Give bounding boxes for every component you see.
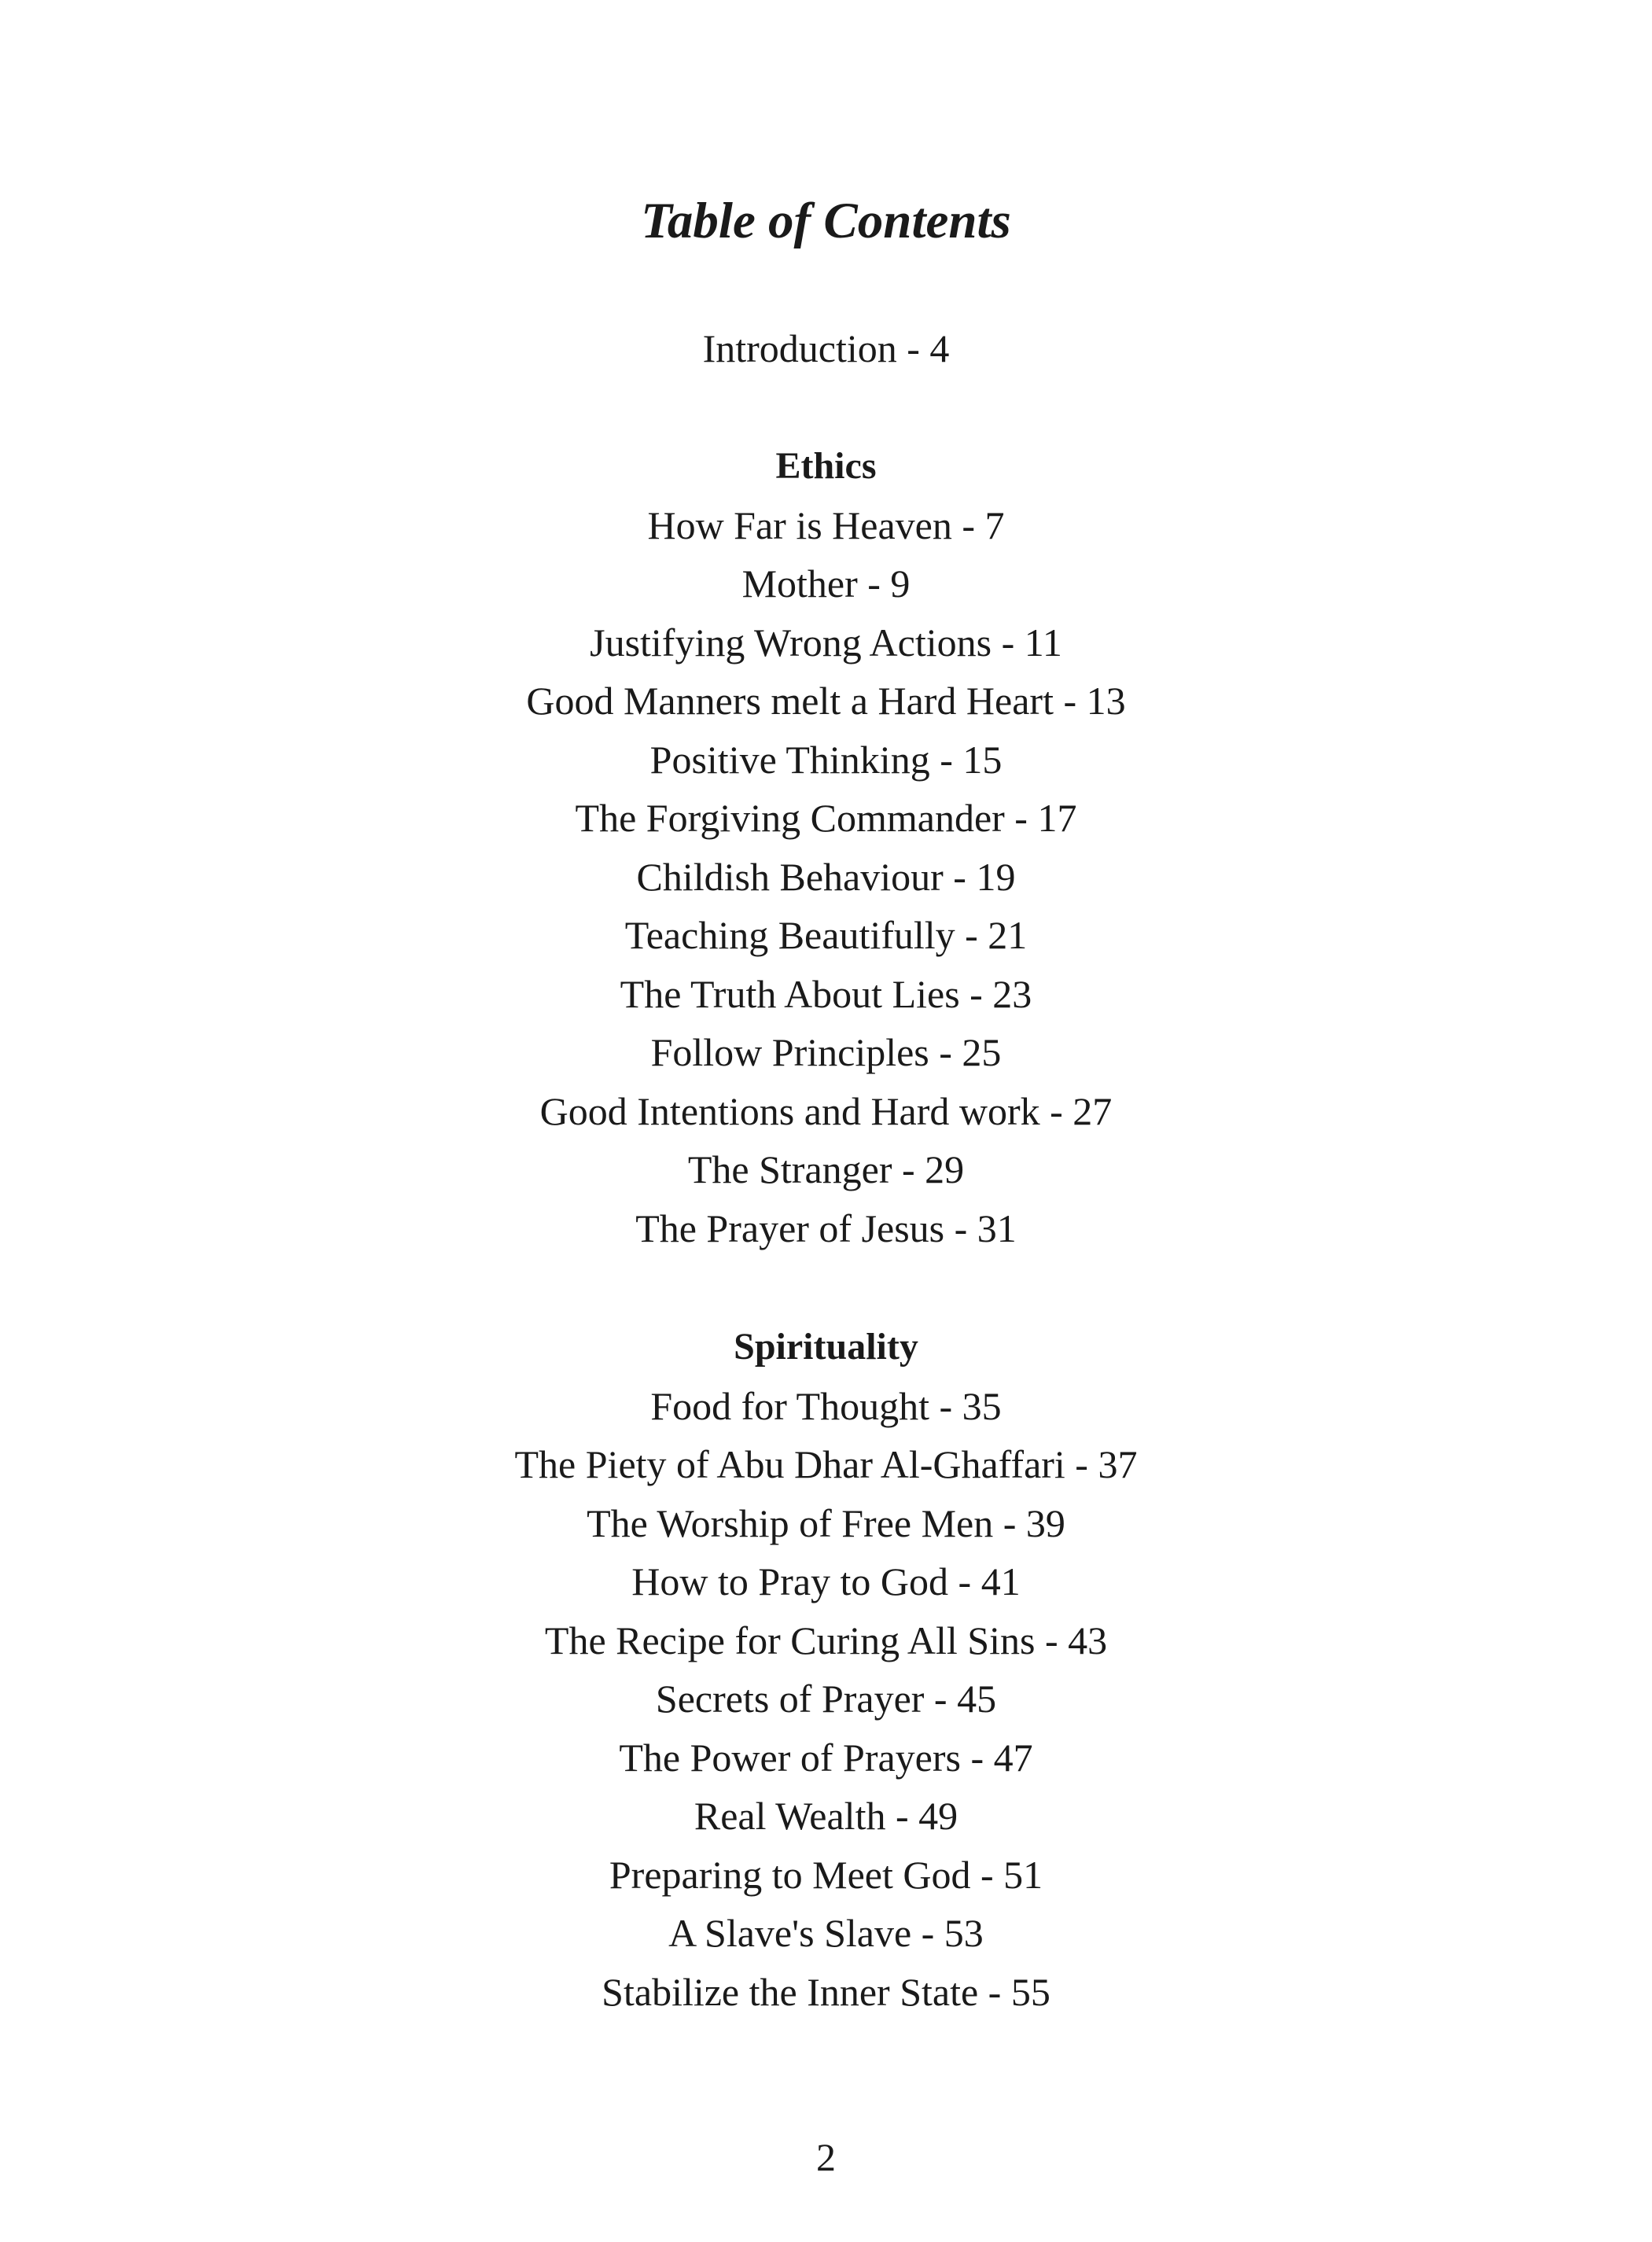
toc-entry: How to Pray to God - 41 bbox=[631, 1559, 1021, 1603]
toc-entry: Mother - 9 bbox=[741, 561, 911, 606]
toc-entry: Childish Behaviour - 19 bbox=[636, 854, 1016, 899]
toc-entry: Food for Thought - 35 bbox=[650, 1383, 1002, 1428]
toc-entry: The Prayer of Jesus - 31 bbox=[635, 1206, 1017, 1250]
toc-entry: The Truth About Lies - 23 bbox=[620, 971, 1032, 1016]
toc-entry: The Recipe for Curing All Sins - 43 bbox=[544, 1618, 1108, 1662]
toc-entry: A Slave's Slave - 53 bbox=[668, 1911, 984, 1955]
toc-section-spirituality bbox=[0, 1318, 1652, 2021]
toc-entry: The Stranger - 29 bbox=[687, 1147, 965, 1191]
page-title: Table of Contents bbox=[641, 193, 1011, 249]
toc-entry: The Worship of Free Men - 39 bbox=[587, 1500, 1065, 1545]
toc-entry: Preparing to Meet God - 51 bbox=[609, 1852, 1043, 1897]
page-number: 2 bbox=[816, 2135, 836, 2179]
toc-entry: Secrets of Prayer - 45 bbox=[655, 1677, 997, 1721]
toc-entry: Justifying Wrong Actions - 11 bbox=[590, 620, 1062, 665]
toc-entry: How Far is Heaven - 7 bbox=[647, 503, 1005, 547]
toc-entry: Real Wealth - 49 bbox=[694, 1794, 958, 1838]
toc-entry: Teaching Beautifully - 21 bbox=[624, 913, 1028, 957]
toc-entry: Follow Principles - 25 bbox=[650, 1030, 1002, 1074]
toc-entry: Stabilize the Inner State - 55 bbox=[602, 1969, 1050, 2014]
section-heading-spirituality: Spirituality bbox=[734, 1326, 918, 1368]
toc-section-ethics bbox=[0, 437, 1652, 1257]
toc-entry: The Piety of Abu Dhar Al-Ghaffari - 37 bbox=[514, 1442, 1138, 1486]
toc-entry: The Forgiving Commander - 17 bbox=[575, 796, 1077, 840]
toc-entry: Good Intentions and Hard work - 27 bbox=[539, 1088, 1113, 1133]
toc-entry-introduction: Introduction - 4 bbox=[702, 326, 950, 370]
toc-entry: Good Manners melt a Hard Heart - 13 bbox=[526, 679, 1126, 723]
section-heading-ethics: Ethics bbox=[775, 445, 877, 487]
toc-entry: The Power of Prayers - 47 bbox=[619, 1735, 1033, 1780]
toc-entry: Positive Thinking - 15 bbox=[649, 737, 1003, 782]
